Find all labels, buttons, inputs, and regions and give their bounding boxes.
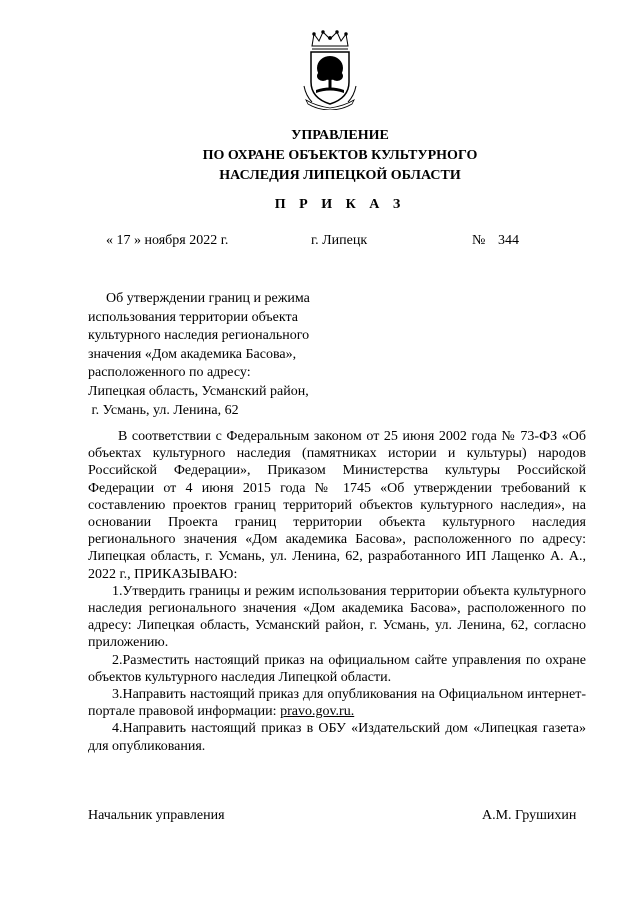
org-line-2: ПО ОХРАНЕ ОБЪЕКТОВ КУЛЬТУРНОГО [202,148,478,163]
order-item-4: 4.Направить настоящий приказ в ОБУ «Издательский дом «Липецкая газета» для опубликования. [88,721,586,754]
pravo-link[interactable]: pravo.gov.ru. [280,704,355,720]
signatory-name: А.М. Грушихин [482,808,577,823]
order-number: 344 [498,233,519,248]
org-line-3: НАСЛЕДИЯ ЛИПЕЦКОЙ ОБЛАСТИ [219,168,461,183]
order-number-label: № [472,233,486,248]
order-date: « 17 » ноября 2022 г. [106,233,229,248]
org-line-1: УПРАВЛЕНИЕ [291,128,389,143]
subject-line: использования территории объекта [88,309,298,325]
order-item-1: 1.Утвердить границы и режим использования территории объекта культурного наследия регионального значения «Дом академика Басова», расположенного по адресу: Липецкая область, Усманский район, г. Усмань, ул. Ленина, 62, согласно приложению. [88,583,586,651]
subject-line: значения «Дом академика Басова», [88,346,297,362]
document-type-title: П Р И К А З [274,197,406,212]
subject-line: г. Усмань, ул. Ленина, 62 [88,402,239,418]
organization-header [100,126,580,186]
order-subject [88,290,348,420]
order-body [88,428,586,755]
preamble-paragraph: В соответствии с Федеральным законом от 25 июня 2002 года № 73-ФЗ «Об объектах культурного наследия (памятниках истории и культуры) народов Российской Федерации», Приказом Министерства культуры Российской Федерации от 4 июня 2015 года № 1745 «Об утверждении требований к составлению проектов границ территорий объектов культурного наследия», на основании Проекта границ территории объекта культурного наследия регионального значения «Дом академика Басова», расположенного по адресу: Липецкая область, г. Усмань, ул. Ленина, 62, разработанного ИП Лащенко А. А., 2022 г., ПРИКАЗЫВАЮ: [88,429,586,582]
order-item-3 [88,686,586,720]
order-city: г. Липецк [311,233,368,248]
subject-line: культурного наследия регионального [88,328,310,344]
order-item-3-text: 3.Направить настоящий приказ для опубликования на Официальном интернет-портале правовой информации: [88,687,586,720]
subject-line: расположенного по адресу: [88,365,251,381]
subject-line: Об утверждении границ и режима [106,291,310,306]
subject-line: Липецкая область, Усманский район, [88,383,309,399]
order-item-2: 2.Разместить настоящий приказ на официальном сайте управления по охране объектов культурного наследия Липецкой области. [88,652,586,685]
coat-of-arms-emblem [302,30,358,110]
signatory-position: Начальник управления [88,808,225,823]
